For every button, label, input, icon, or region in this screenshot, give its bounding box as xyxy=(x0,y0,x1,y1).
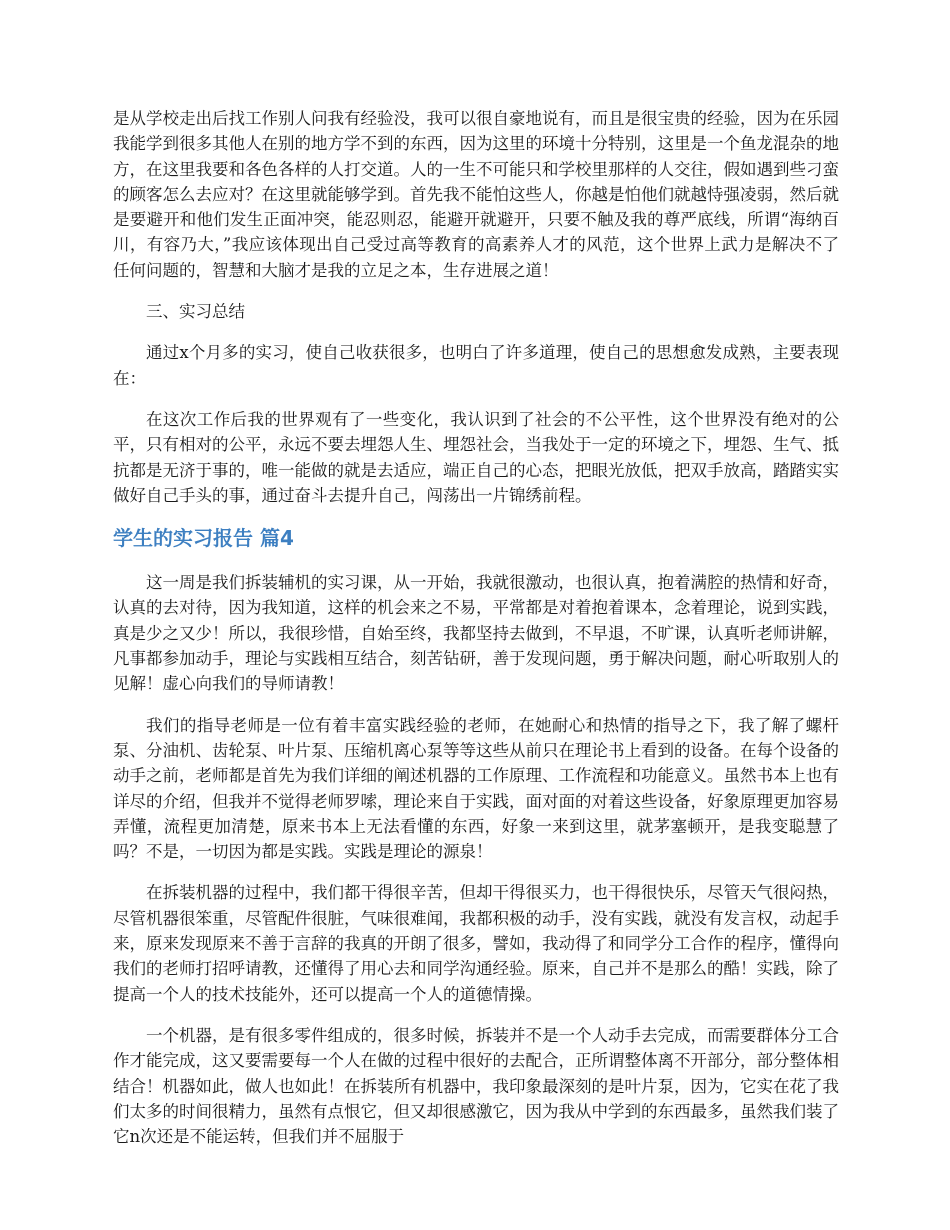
paragraph-experience: 是从学校走出后找工作别人问我有经验没，我可以很自豪地说有，而且是很宝贵的经验，因为在乐园我能学到很多其他人在别的地方学不到的东西，因为这里的环境十分特别，这里是一个鱼龙混杂的地方，在这里我要和各色各样的人打交道。人的一生不可能只和学校里那样的人交往，假如遇到些刁蛮的顾客怎么去应对？在这里就能够学到。首先我不能怕这些人，你越是怕他们就越恃强凌弱，然后就是要避开和他们发生正面冲突，能忍则忍，能避开就避开，只要不触及我的尊严底线，所谓“海纳百川，有容乃大，”我应该体现出自己受过高等教育的高素养人才的风范，这个世界上武力是解决不了任何问题的，智慧和大脑才是我的立足之本，生存进展之道！ xyxy=(113,109,839,280)
document-page xyxy=(113,106,839,1165)
paragraph-worldview: 在这次工作后我的世界观有了一些变化，我认识到了社会的不公平性，这个世界没有绝对的公平，只有相对的公平，永远不要去埋怨人生、埋怨社会，当我处于一定的环境之下，埋怨、生气、抵抗都是无济于事的，唯一能做的就是去适应，端正自己的心态，把眼光放低，把双手放高，踏踏实实做好自己手头的事，通过奋斗去提升自己，闯荡出一片锦绣前程。 xyxy=(113,409,839,505)
paragraph-machine-teamwork: 一个机器，是有很多零件组成的，很多时候，拆装并不是一个人动手去完成，而需要群体分工合作才能完成，这又要需要每一个人在做的过程中很好的去配合，正所谓整体离不开部分，部分整体相结合！机器如此，做人也如此！在拆装所有机器中，我印象最深刻的是叶片泵，因为，它实在花了我们太多的时间很精力，虽然有点恨它，但又却很感激它，因为我从中学到的东西最多，虽然我们装了它n次还是不能运转，但我们并不屈服于 xyxy=(113,1025,839,1147)
paragraph-summary-intro: 通过x个月多的实习，使自己收获很多，也明白了许多道理，使自己的思想愈发成熟，主要表现在： xyxy=(113,343,839,388)
subheading-internship-summary: 三、实习总结 xyxy=(146,302,245,322)
paragraph-instructor: 我们的指导老师是一位有着丰富实践经验的老师，在她耐心和热情的指导之下，我了解了螺杆泵、分油机、齿轮泵、叶片泵、压缩机离心泵等等这些从前只在理论书上看到的设备。在每个设备的动手之前，老师都是首先为我们详细的阐述机器的工作原理、工作流程和功能意义。虽然书本上也有详尽的介绍，但我并不觉得老师罗嗦，理论来自于实践，面对面的对着这些设备，好象原理更加容易弄懂，流程更加清楚，原来书本上无法看懂的东西，好象一来到这里，就茅塞顿开，是我变聪慧了吗？不是，一切因为都是实践。实践是理论的源泉！ xyxy=(113,715,839,862)
paragraph-disassembly-course: 这一周是我们拆装辅机的实习课，从一开始，我就很激动，也很认真，抱着满腔的热情和好奇，认真的去对待，因为我知道，这样的机会来之不易，平常都是对着抱着课本，念着理论，说到实践，真是少之又少！所以，我很珍惜，自始至终，我都坚持去做到，不早退，不旷课，认真听老师讲解，凡事都参加动手，理论与实践相互结合，刻苦钻研，善于发现问题，勇于解决问题，耐心听取别人的见解！虚心向我们的导师请教！ xyxy=(113,573,839,694)
section-heading: 学生的实习报告 篇4 xyxy=(113,526,294,551)
paragraph-disassembly-process: 在拆装机器的过程中，我们都干得很辛苦，但却干得很买力，也干得很快乐，尽管天气很闷热，尽管机器很笨重，尽管配件很脏，气味很难闻，我都积极的动手，没有实践，就没有发言权，动起手来，原来发现原来不善于言辞的我真的开朗了很多，譬如，我动得了和同学分工合作的程序，懂得向我们的老师打招呼请教，还懂得了用心去和同学沟通经验。原来，自己并不是那么的酷！实践，除了提高一个人的技术技能外，还可以提高一个人的道德情操。 xyxy=(113,883,839,1004)
